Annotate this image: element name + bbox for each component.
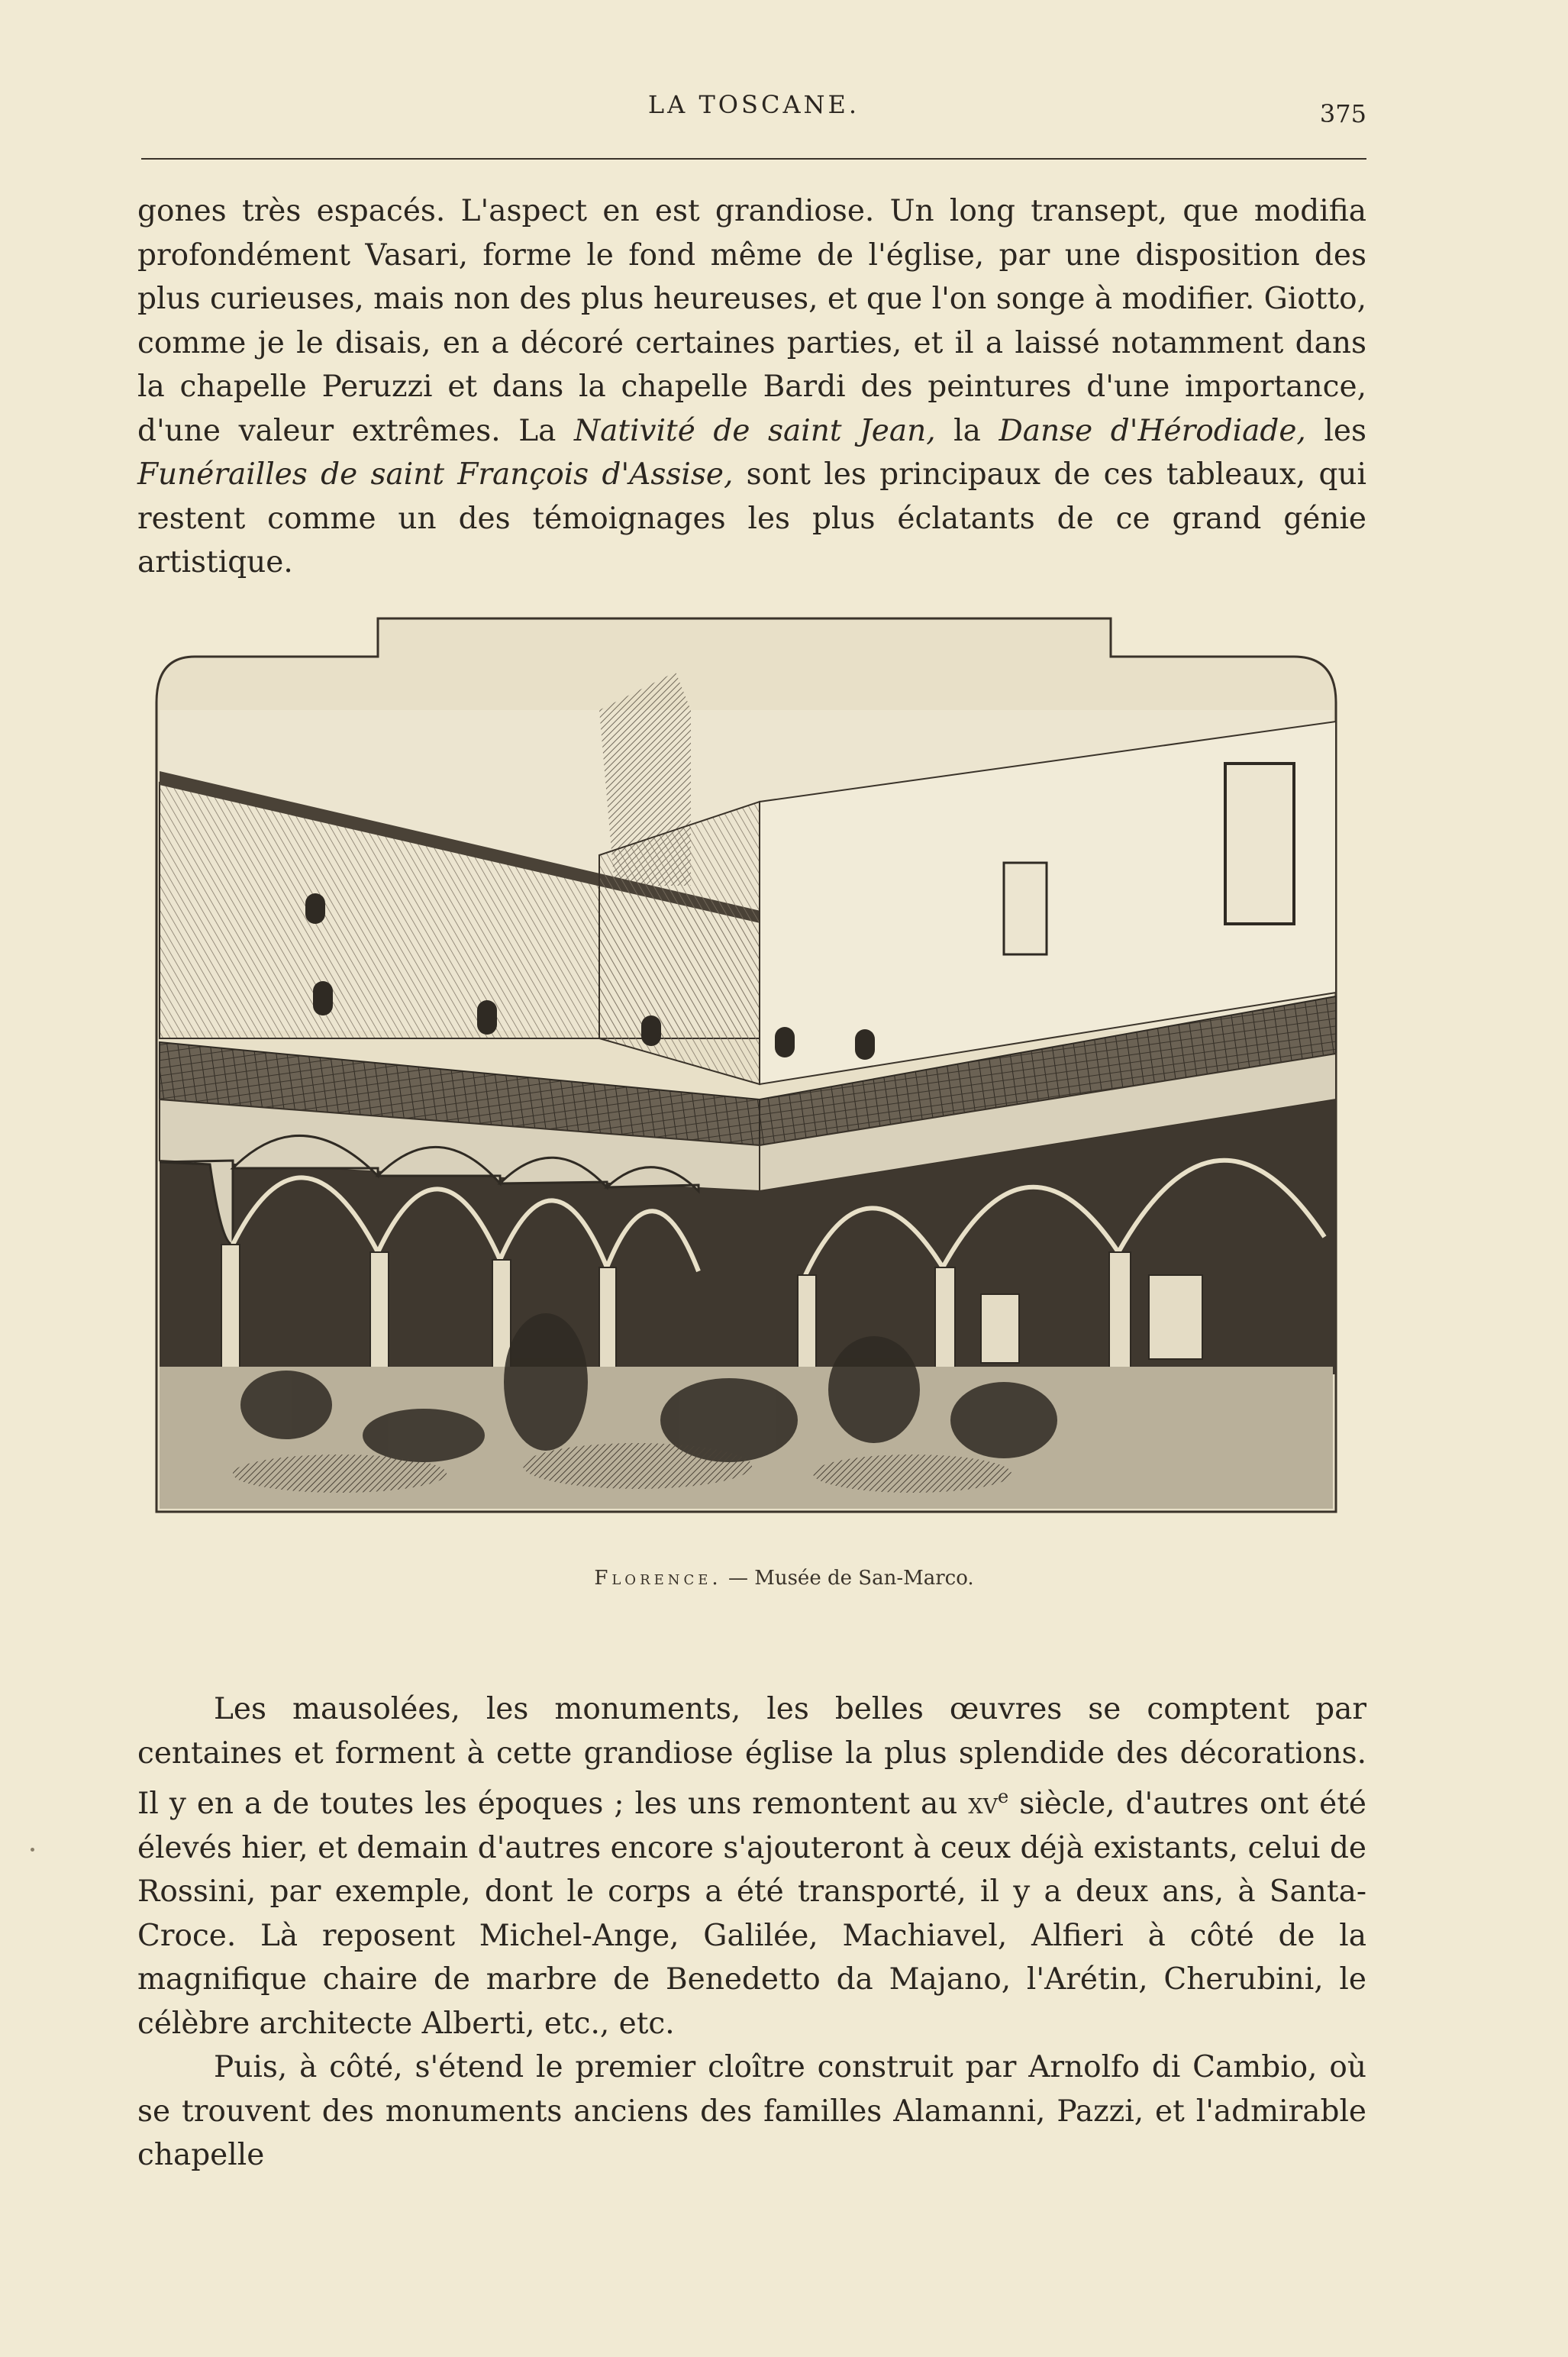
superscript: e — [998, 1786, 1009, 1807]
text-run: Les mausolées, les monuments, les belles œuvres se comptent par centaines et forment à cette grandiose église la plus splendide des décorations. Il y en a de toutes les époques ; les uns remontent au — [137, 1692, 1366, 1821]
page-header — [141, 90, 1366, 136]
text-block-bottom — [137, 1687, 1366, 2178]
window-middle — [1004, 863, 1047, 954]
paragraph-giotto — [137, 189, 1366, 585]
text-block-top — [137, 189, 1366, 585]
page-number: 375 — [1319, 99, 1366, 128]
header-rule — [141, 158, 1366, 160]
italic-title-funerailles: Funérailles de saint François d'Assise, — [137, 457, 734, 492]
running-title: LA TOSCANE. — [647, 90, 860, 119]
text-run: gones très espacés. L'aspect en est grandiose. Un long transept, que modifia profondément Vasari, forme le fond même de l'église, par une disposition des plus curieuses, mais non des plus heureuses, et que l'on songe à modifier. Giotto, comme je le disais, en a décoré certaines parties, et il a laissé notamment dans la chapelle Peruzzi et dans la chapelle Bardi des peintures d'une importance, d'une valeur extrêmes. La — [137, 194, 1366, 448]
text-run: la — [935, 413, 999, 448]
paragraph-mausolees — [137, 1687, 1366, 2045]
left-arcade — [160, 1161, 760, 1374]
paragraph-cloitre: Puis, à côté, s'étend le premier cloître construit par Arnolfo di Cambio, où se trouvent des monuments anciens des familles Alamanni, Pazzi, et l'admirable chapelle — [137, 2050, 1366, 2172]
text-run: sont les principaux de ces tableaux, qui restent comme un des témoignages les plus éclatants de ce grand génie artistique. — [137, 457, 1367, 580]
monument-right — [1149, 1275, 1202, 1359]
cloister-illustration — [149, 611, 1344, 1519]
margin-speck — [31, 1848, 34, 1852]
text-run: les — [1305, 413, 1366, 448]
century-numeral: xv — [968, 1787, 999, 1821]
italic-title-nativite: Nativité de saint Jean, — [574, 413, 936, 448]
caption-title: — Musée de San-Marco. — [721, 1567, 974, 1590]
italic-title-danse: Danse d'Hérodiade, — [999, 413, 1306, 448]
text-run: siècle, d'autres ont été élevés hier, et demain d'autres encore s'ajouteront à ceux déjà existants, celui de Rossini, par exemple, dont le corps a été transporté, il y a deux ans, à Santa-Croce. Là reposent Michel-Ange, Galilée, Machiavel, Alfieri à côté de la magnifique chaire de marbre de Benedetto da Majano, l'Arétin, Cherubini, le célèbre architecte Alberti, etc., etc. — [137, 1787, 1367, 2041]
figure-caption — [0, 1567, 1568, 1590]
engraving-cloister — [149, 611, 1344, 1519]
monument-left — [981, 1294, 1019, 1363]
window-right — [1225, 764, 1294, 924]
caption-place: Florence. — [594, 1567, 722, 1590]
